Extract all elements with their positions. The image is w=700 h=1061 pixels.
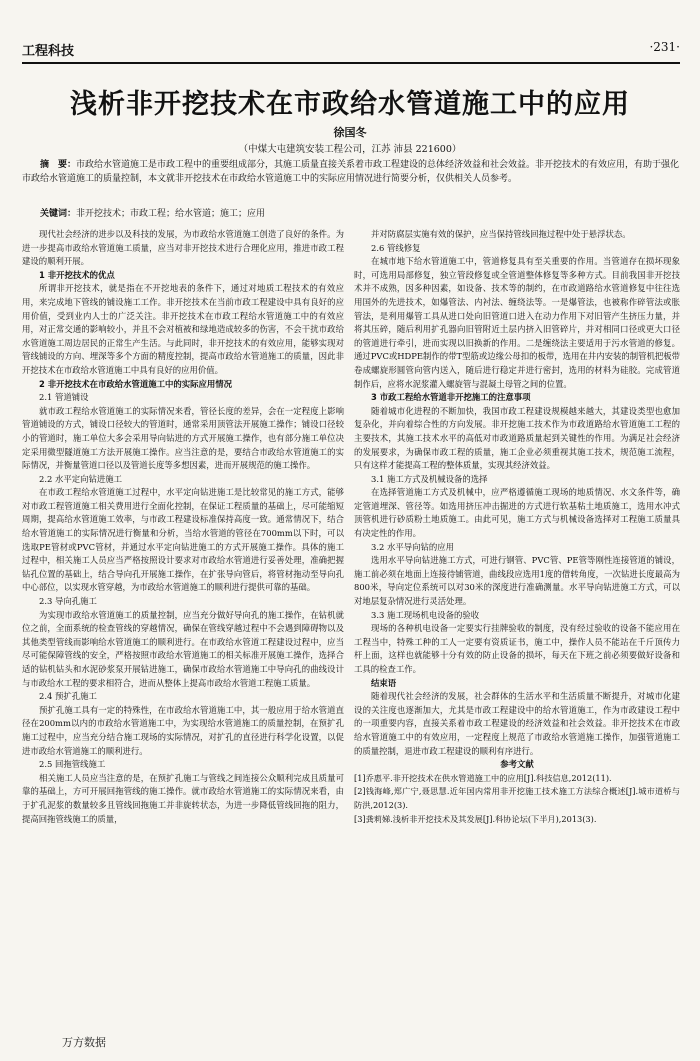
reference-item: [2]钱海峰,郑广宁,聂思慧.近年国内常用非开挖施工技术施工方法综合概述[J].城市道桥与防洪,2012(3). — [354, 786, 680, 810]
section-heading: 2 非开挖技术在市政给水管道施工中的实际应用情况 — [39, 378, 232, 389]
subsection-heading: 2.3 导向孔施工 — [39, 596, 97, 607]
references-heading: 参考文献 — [500, 759, 534, 770]
paragraph: 选用水平导向钻进施工方式，可进行钢管、PVC管、PE管等刚性连接管道的铺设，施工前必须在地面上连接待铺管道，曲线段应选用1度的借转角度，一次钻进长度最高为800米，导向定位系统可以对30米的深度进行准确测量。水平导向钻进施工方式，可以对地层复杂情况进行灵活处理。 — [354, 555, 680, 607]
paragraph: 在市政工程给水管道施工过程中，水平定向钻进施工是比较常见的施工方式，能够对市政工程管道施工相关费用进行全面化控制，在保证工程质量的基础上，尽可能缩短周期，提高给水管道施工效率，与市政工程建设标准保持高度一致。通常情况下，结合给水管道施工的实际情况进行衡量和分析，当给水管道的管径在700mm以下时，可以选取PE管材或PVC管材，并通过水平定向钻进施工的方式开展施工操作。具体的施工过程中，相关施工人员应当严格按照设计要求对市政给水管道进行妥善处理，准确把握钻孔位置的基础上，结合导向孔开展施工操作，在扩张导向管后，将管材拖动至导向孔中心部位，以实现水管穿越，为市政给水管道施工的顺利进行提供可靠的基础。 — [22, 487, 344, 593]
affiliation: （中煤大屯建筑安装工程公司，江苏 沛县 221600） — [238, 144, 462, 155]
subsection-heading: 2.2 水平定向钻进施工 — [39, 473, 122, 484]
paragraph: 在城市地下给水管道施工中，管道修复具有至关重要的作用。当管道存在损坏现象时，可选用局部修复，独立管段修复或全管道整体修复等多种方式。目前我国非开挖技术并不成熟，因多种因素，如设备、技术等的制约，在市政道路给水管道修复中往往选用国外的先进技术，如爆管法、内衬法、缠绕法等。一是爆管法，也被称作碎管法或胀管法，是利用爆管工具从进口处向旧管道口进入在动力作用下对旧管产生挤压力量，并将其压碎，随后利用扩孔器向旧管附近土层内挤入旧管碎片，并对相同口径或更大口径的管道进行牵引，进而实现以旧换新的作用。二是缠绕法主要适用于污水管道的修复。通过PVC或HDPE制作的带T型筋或边缘公母扣的板带，选用在井内安装的制管机把板带卷成螺旋形圆管向管内送入，随后进行稳定并进行密封，选用的材料为硅胶。完成管道制作后，应将水泥浆灌入螺旋管与混凝土母管之间的位置。 — [354, 256, 680, 389]
reference-item: [1]乔惠平.非开挖技术在供水管道施工中的应用[J].科技信息,2012(11). — [354, 772, 612, 783]
subsection-heading: 3.3 施工现场机电设备的验收 — [371, 609, 480, 620]
abstract-label: 摘 要： — [40, 160, 77, 170]
section-heading: 1 非开挖技术的优点 — [39, 269, 115, 280]
paragraph: 在选择管道施工方式及机械中，应严格遵循施工现场的地质情况、水文条件等，确定管道埋深、管径等。如选用挤压冲击掘进的方式进行软基粘土地质施工，选用水冲式顶管机进行砂质粉土地质施工。由此可见，施工方式与机械设备选择对工程施工质量具有决定性的作用。 — [354, 487, 680, 539]
running-header — [22, 40, 680, 64]
header-rule — [22, 62, 680, 64]
subsection-heading: 2.6 管线修复 — [371, 242, 421, 253]
paragraph: 随着城市化进程的不断加快，我国市政工程建设规模越来越大，其建设类型也愈加复杂化，并向着综合性的方向发展。非开挖施工技术作为市政道路给水管道施工工程的主要技术，其施工技术水平的高低对市政道路质量起到关键性的作用。为满足社会经济的发展要求，为确保市政工程的质量，施工企业必须重视其施工技术，规范施工流程，只有这样才能提高工程的整体质量，实现其经济效益。 — [354, 405, 680, 471]
subsection-heading: 2.5 回拖管线施工 — [39, 759, 106, 770]
keywords-label: 关键词： — [40, 209, 77, 219]
paragraph: 为实现市政给水管道施工的质量控制，应当充分做好导向孔的施工操作，在钻机就位之前，全面系统的检查管线的穿越情况，确保在管线穿越过程中不会遇到障碍物以及其他类型管线而影响给水管道施工的顺利进行。在市政给水管道工程建设过程中，应当尽可能保障管线的安全，严格按照市政给水管道施工的相关标准开展施工操作，选择合适的钻机钻头和水泥砂浆泵开展钻进施工，确保市政给水管道施工中导向孔的曲线设计与市政给水工程的要求相符合，进而从整体上提高市政给水管道工程施工质量。 — [22, 609, 344, 688]
section-heading: 3 市政工程给水管道非开挖施工的注意事项 — [371, 392, 531, 403]
author: 徐国冬 — [333, 126, 367, 139]
paragraph: 随着现代社会经济的发展，社会群体的生活水平和生活质量不断提升，对城市化建设的关注度也逐渐加大，尤其是市政工程建设中的给水管道施工，作为市政建设工程中的一项重要内容，直接关系着市政工程建设的经济效益和社会效益。非开挖技术在市政给水管道施工中的有效应用，一定程度上规范了市政给水管道施工操作，加强管道施工的质量控制，退进市政工程建设的顺利有序进行。 — [354, 691, 680, 756]
article-title: 浅析非开挖技术在市政给水管道施工中的应用 — [70, 89, 630, 120]
paragraph: 所谓非开挖技术，就是指在不开挖地表的条件下，通过对地质工程技术的有效应用，来完成地下管线的铺设施工工作。非开挖技术在当前市政工程建设中具有良好的应用价值，受到业内人士的广泛关注。非开挖技术在市政工程给水管道施工中的有效应用，对正常交通的影响较小，并且不会对植被和绿地造成较多的伤害，不会干扰市政给水管道施工周边居民的正常生产生活。与此同时，非开挖技术的有效应用，能够实现对管线铺设的方向、埋深等多个方面的精度控制，提高市政给水管道施工的质量，因此非开挖技术在市政给水管道施工中具有良好的应用价值。 — [22, 283, 344, 375]
subsection-heading: 2.1 管道铺设 — [39, 392, 89, 403]
subsection-heading: 2.4 预扩孔施工 — [39, 691, 97, 702]
subsection-heading: 3.1 施工方式及机械设备的选择 — [371, 473, 488, 484]
paragraph: 就市政工程给水管道施工的实际情况来看，管径长度的差异，会在一定程度上影响管道铺设的方式，铺设口径较大的管道时，通常采用顶管法开展施工操作；铺设口径较小的管道时，施工单位大多会采用导向钻进的方式开展施工操作，也有部分施工单位决定采用微型隧道施工方法开展施工操作。应当注意的是，要结合市政给水管道施工的实际情况，并衡量管道口径以及管道长度等多想因素，进而开展规范的施工操作。 — [22, 405, 344, 471]
footer-watermark: 万方数据 — [62, 1036, 106, 1049]
page-number: ·231· — [649, 40, 680, 54]
keywords — [40, 206, 680, 219]
right-column — [354, 228, 680, 1018]
paragraph: 并对防腐层实施有效的保护，应当保持管线回拖过程中处于悬浮状态。 — [371, 229, 631, 239]
abstract — [22, 158, 680, 187]
section-heading: 结束语 — [371, 677, 397, 688]
keywords-text: 非开挖技术；市政工程；给水管道；施工；应用 — [76, 209, 266, 219]
left-column — [22, 228, 344, 1018]
paragraph: 预扩孔施工具有一定的特殊性，在市政给水管道施工中，其一般应用于给水管道直径在200mm以内的市政给水管道施工中，为实现给水管道施工的质量控制，在预扩孔施工过程中，应当充分结合施工现场的实际情况，对扩孔的直径进行科学化设置，以促进市政给水管道施工的顺利进行。 — [22, 704, 344, 756]
paragraph: 现场的各种机电设备一定要实行挂牌验收的制度，没有经过验收的设备不能应用在工程当中，特殊工种的工人一定要有资质证书，施工中，操作人员不能站在千斤顶传力杆上面，这样也就能够十分有效的防止设备的损坏，每天在下班之前必须要做好设备和工具的检查工作。 — [354, 623, 680, 674]
paragraph: 相关施工人员应当注意的是，在预扩孔施工与管线之间连接公众顺利完成且质量可靠的基础上，方可开展回拖管线的施工操作。就市政给水管道施工的实际情况来看，由于扩孔泥浆的数量较多且管线回拖施工并非旋转状态，为进一步降低管线回拖的阻力，提高回拖管线施工的质量， — [22, 772, 344, 824]
subsection-heading: 3.2 水平导向钻的应用 — [371, 541, 454, 552]
paragraph: 现代社会经济的进步以及科技的发展，为市政给水管道施工创造了良好的条件。为进一步提高市政给水管道施工质量，应当对非开挖技术进行合理化应用，推进市政工程建设的顺利开展。 — [22, 229, 344, 267]
journal-name: 工程科技 — [22, 44, 75, 59]
abstract-text: 市政给水管道施工是市政工程中的重要组成部分，其施工质量直接关系着市政工程建设的总体经济效益和社会效益。非开挖技术的有效应用，有助于强化市政给水管道施工的质量控制，本文就非开挖技术在市政给水管道施工中的实际应用情况进行简要分析，仅供相关人员参考。 — [22, 160, 680, 185]
reference-item: [3]龚莉娣.浅析非开挖技术及其发展[J].科协论坛(下半月),2013(3). — [354, 813, 597, 824]
